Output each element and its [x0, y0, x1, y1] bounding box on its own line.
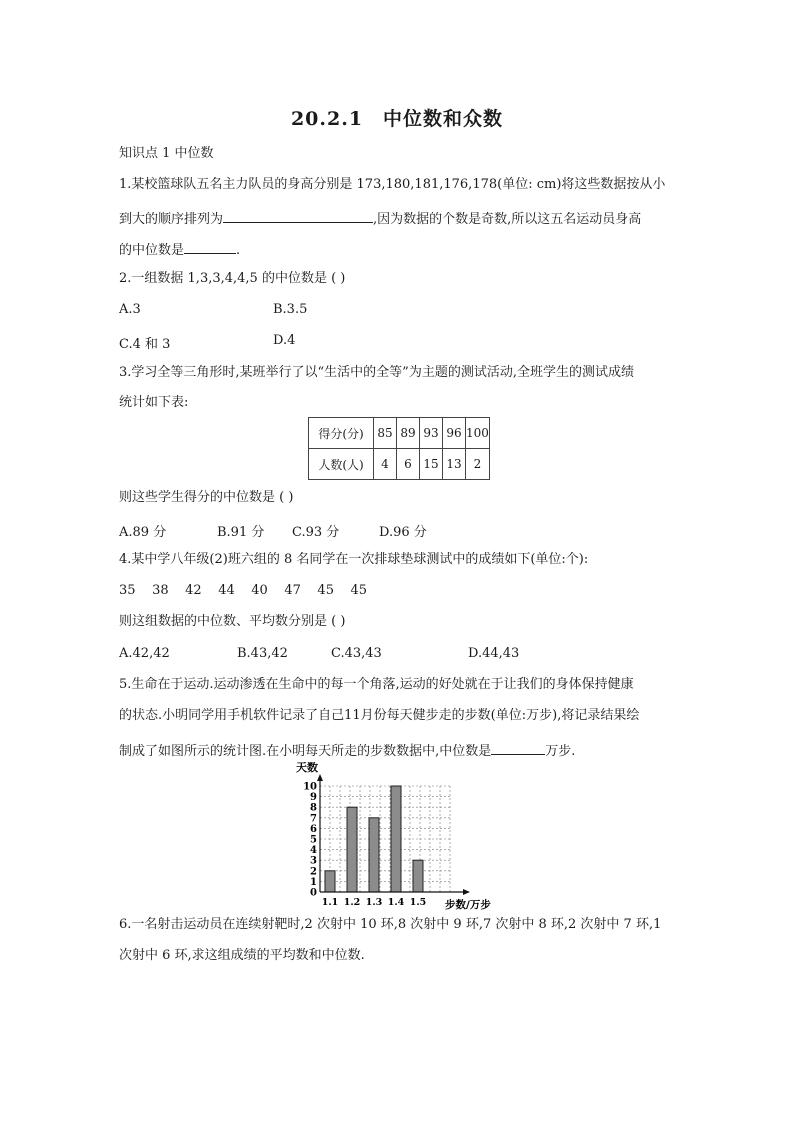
table-cell: 100	[466, 418, 490, 449]
q4-option-d[interactable]: D.44,43	[468, 646, 520, 661]
y-tick-label: 8	[310, 802, 317, 814]
q1-line2-start: 到大的顺序排列为	[119, 212, 224, 227]
q4-option-c[interactable]: C.43,43	[331, 646, 382, 661]
q2-option-a[interactable]: A.3	[119, 302, 141, 317]
y-tick-label: 9	[310, 792, 317, 804]
bar-chart	[290, 762, 500, 910]
y-axis-arrow	[317, 774, 323, 781]
q1-line2	[119, 208, 641, 228]
q1-line3-end: .	[236, 243, 241, 258]
chart-bar	[369, 818, 379, 892]
section-heading: 知识点 1 中位数	[119, 146, 214, 161]
q3-line2: 统计如下表:	[119, 395, 189, 410]
table-header-cell: 人数(人)	[309, 449, 374, 480]
y-tick-label: 0	[310, 887, 317, 899]
x-axis-arrow	[463, 889, 470, 895]
q1-answer-blank-2[interactable]	[184, 239, 236, 254]
q3-option-b[interactable]: B.91 分	[217, 525, 265, 540]
q3-option-a[interactable]: A.89 分	[119, 525, 167, 540]
q3-option-c[interactable]: C.93 分	[292, 525, 340, 540]
table-row	[309, 418, 490, 449]
q6-line2: 次射中 6 环,求这组成绩的平均数和中位数.	[119, 948, 365, 963]
page-title: 20.2.1 中位数和众数	[290, 108, 504, 130]
y-tick-label: 2	[310, 866, 317, 878]
y-tick-label: 6	[310, 823, 317, 835]
q5-answer-blank[interactable]	[491, 740, 545, 755]
table-cell: 6	[397, 449, 420, 480]
q5-line3	[119, 740, 575, 760]
x-tick-label: 1.2	[343, 897, 361, 908]
q4-option-b[interactable]: B.43,42	[237, 646, 288, 661]
y-tick-label: 1	[310, 876, 317, 888]
chart-bar	[391, 786, 401, 892]
x-tick-label: 1.1	[321, 897, 339, 908]
q2-option-c[interactable]: C.4 和 3	[119, 337, 171, 352]
table-cell: 2	[466, 449, 490, 480]
q3-option-d[interactable]: D.96 分	[379, 525, 427, 540]
q4-stem: 则这组数据的中位数、平均数分别是 ( )	[119, 614, 346, 629]
table-cell: 89	[397, 418, 420, 449]
table-row	[309, 449, 490, 480]
y-tick-label: 3	[310, 855, 317, 867]
x-axis-title: 步数/万步	[445, 899, 491, 910]
q1-line3-start: 的中位数是	[119, 243, 185, 258]
table-header-cell: 得分(分)	[309, 418, 374, 449]
x-tick-label: 1.5	[409, 897, 427, 908]
q3-stem: 则这些学生得分的中位数是 ( )	[119, 490, 294, 505]
chart-bar	[347, 807, 357, 892]
x-tick-label: 1.4	[387, 897, 405, 908]
x-tick-label: 1.3	[365, 897, 383, 908]
y-tick-label: 7	[310, 813, 317, 825]
chart-bar	[325, 871, 335, 892]
table-cell: 96	[443, 418, 466, 449]
y-tick-label: 5	[310, 834, 317, 846]
q1-line1: 1.某校篮球队五名主力队员的身高分别是 173,180,181,176,178(单位: cm)将这些数据按从小	[119, 177, 666, 192]
chart-bar	[413, 860, 423, 892]
q5-line3-end: 万步.	[545, 744, 576, 759]
q3-line1: 3.学习全等三角形时,某班举行了以“生活中的全等”为主题的测试活动,全班学生的测试成绩	[119, 365, 634, 380]
y-tick-label: 4	[310, 845, 317, 857]
q5-line1: 5.生命在于运动.运动渗透在生命中的每一个角落,运动的好处就在于让我们的身体保持健康	[119, 677, 634, 692]
score-table	[308, 417, 490, 480]
y-tick-label: 10	[303, 781, 317, 793]
q5-line3-start: 制成了如图所示的统计图.在小明每天所走的步数数据中,中位数是	[119, 744, 492, 759]
q4-data: 35 38 42 44 40 47 45 45	[119, 583, 368, 598]
q2-option-b[interactable]: B.3.5	[273, 302, 308, 317]
table-cell: 13	[443, 449, 466, 480]
table-cell: 93	[420, 418, 443, 449]
q4-option-a[interactable]: A.42,42	[119, 646, 170, 661]
table-cell: 15	[420, 449, 443, 480]
q6-line1: 6.一名射击运动员在连续射靶时,2 次射中 10 环,8 次射中 9 环,7 次射中 8 环,2 次射中 7 环,1	[119, 917, 662, 932]
table-cell: 4	[374, 449, 397, 480]
q2-stem: 2.一组数据 1,3,3,4,4,5 的中位数是 ( )	[119, 271, 346, 286]
table-cell: 85	[374, 418, 397, 449]
q1-answer-blank-1[interactable]	[223, 208, 373, 223]
q2-option-d[interactable]: D.4	[273, 333, 296, 348]
q1-line3	[119, 239, 240, 259]
q5-line2: 的状态.小明同学用手机软件记录了自己11月份每天健步走的步数(单位:万步),将记录结果绘	[119, 708, 640, 723]
q4-line1: 4.某中学八年级(2)班六组的 8 名同学在一次排球垫球测试中的成绩如下(单位:个):	[119, 552, 589, 567]
y-axis-title: 天数	[296, 762, 318, 774]
q1-line2-end: ,因为数据的个数是奇数,所以这五名运动员身高	[373, 212, 642, 227]
